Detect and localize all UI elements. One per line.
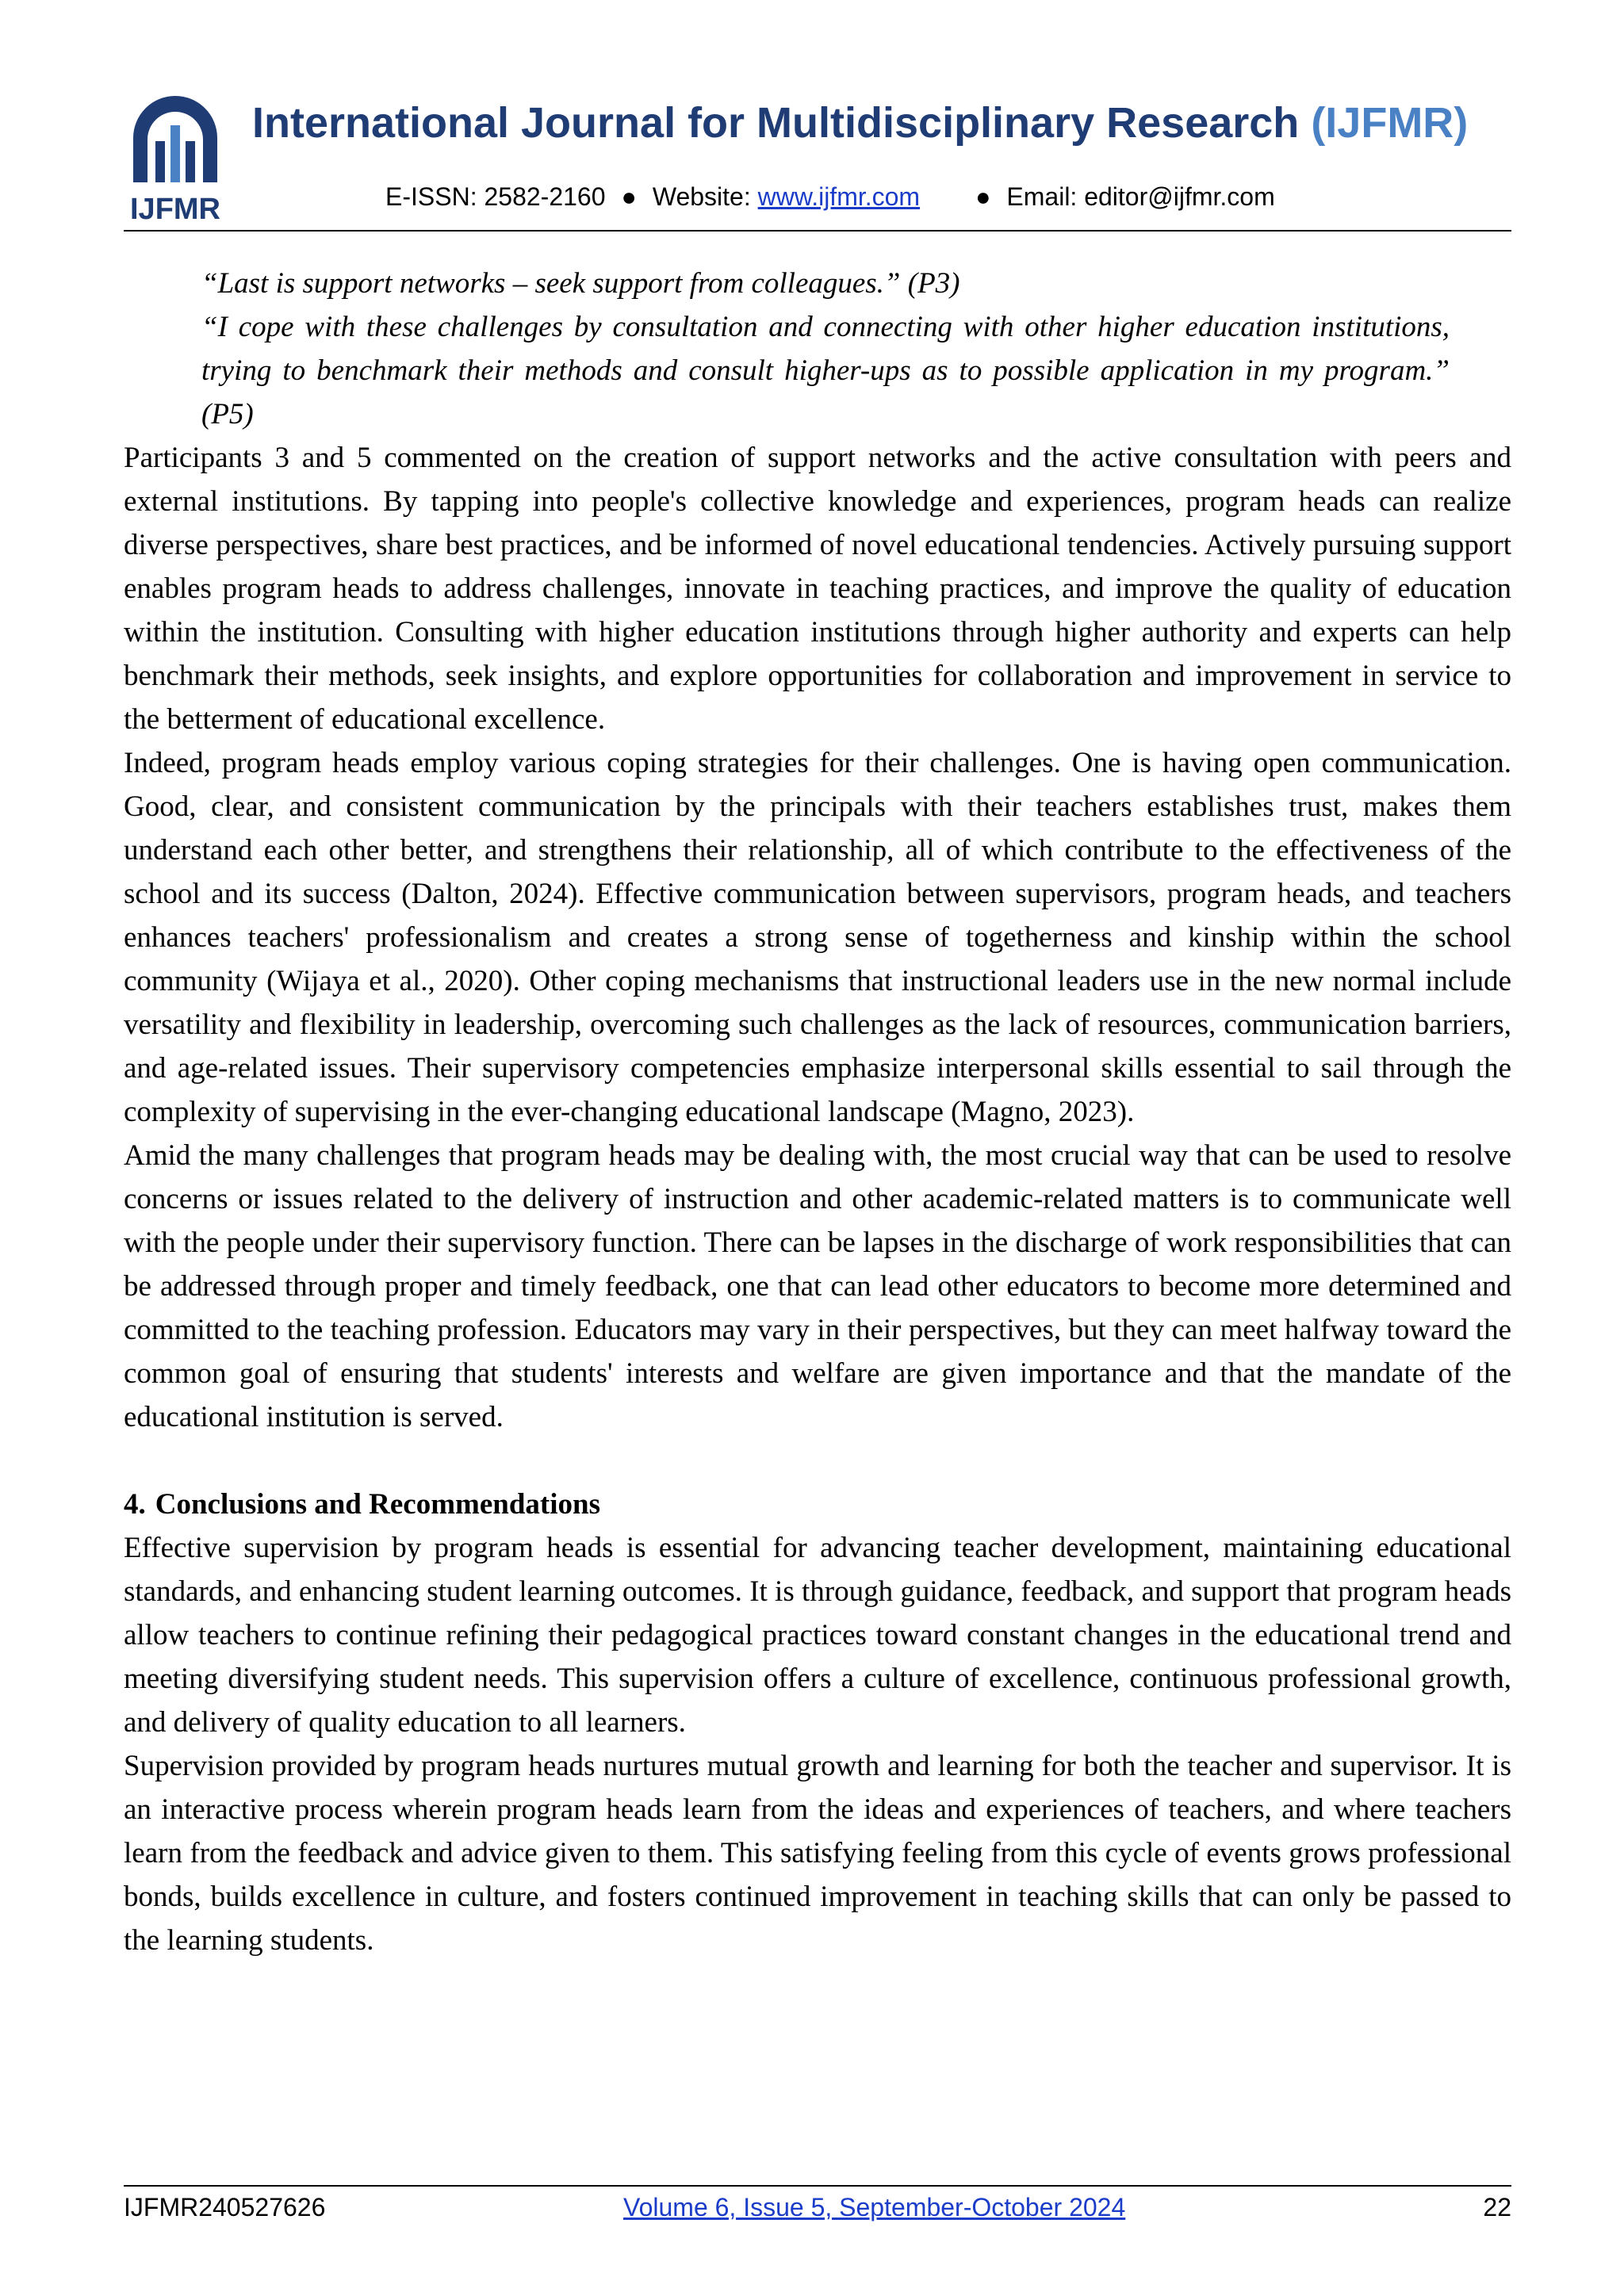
website-label: Website: <box>652 182 751 211</box>
journal-header <box>124 89 1510 239</box>
journal-title-main: International Journal for Multidisciplinary Research <box>252 99 1300 147</box>
body-paragraph: Indeed, program heads employ various coping strategies for their challenges. One is having open communication. Good, clear, and consistent communication by the principals with their teachers establishes trust, makes them understand each other better, and strengthens their relationship, all of which contribute to the effectiveness of the school and its success (Dalton, 2024). Effective communication between supervisors, program heads, and teachers enhances teachers' professionalism and creates a strong sense of togetherness and kinship within the school community (Wijaya et al., 2020). Other coping mechanisms that instructional leaders use in the new normal include versatility and flexibility in leadership, overcoming such challenges as the lack of resources, communication barriers, and age-related issues. Their supervisory competencies emphasize interpersonal skills essential to sail through the complexity of supervising in the ever-changing educational landscape (Magno, 2023). <box>124 747 1511 1128</box>
section-number: 4. <box>124 1488 146 1521</box>
page-footer <box>124 2193 1511 2233</box>
issn: E-ISSN: 2582-2160 <box>385 182 606 211</box>
journal-contact-line <box>385 182 1275 212</box>
page-number: 22 <box>1483 2193 1511 2221</box>
logo-text: IJFMR <box>130 193 220 224</box>
header-divider <box>124 230 1511 232</box>
paper-id: IJFMR240527626 <box>124 2193 326 2221</box>
ijfmr-logo-icon <box>124 89 227 224</box>
journal-title-abbr: (IJFMR) <box>1311 99 1469 147</box>
section-heading <box>124 1483 1511 1526</box>
email: Email: editor@ijfmr.com <box>1006 182 1275 211</box>
article-body <box>124 262 1511 1962</box>
participant-quote: “I cope with these challenges by consultation and connecting with other higher education institutions, trying to benchmark their methods and consult higher-ups as to possible application in my program.” (P5) <box>201 311 1450 430</box>
body-paragraph: Participants 3 and 5 commented on the creation of support networks and the active consultation with peers and external institutions. By tapping into people's collective knowledge and experiences, program heads can realize diverse perspectives, share best practices, and be informed of novel educational tendencies. Actively pursuing support enables program heads to address challenges, innovate in teaching practices, and improve the quality of education within the institution. Consulting with higher education institutions through higher authority and experts can help benchmark their methods, seek insights, and explore opportunities for collaboration and improvement in service to the betterment of educational excellence. <box>124 442 1511 736</box>
section-title: Conclusions and Recommendations <box>155 1488 601 1521</box>
participant-quote: “Last is support networks – seek support from colleagues.” (P3) <box>201 267 960 300</box>
bullet-separator: ● <box>975 182 991 211</box>
body-paragraph: Amid the many challenges that program heads may be dealing with, the most crucial way that can be used to resolve concerns or issues related to the delivery of instruction and other academic-related matters is to communicate well with the people under their supervisory function. There can be lapses in the discharge of work responsibilities that can be addressed through proper and timely feedback, one that can lead other educators to become more determined and committed to the teaching profession. Educators may vary in their perspectives, but they can meet halfway toward the common goal of ensuring that students' interests and welfare are given importance and that the mandate of the educational institution is served. <box>124 1139 1511 1433</box>
body-paragraph: Effective supervision by program heads is essential for advancing teacher development, maintaining educational standards, and enhancing student learning outcomes. It is through guidance, feedback, and support that program heads allow teachers to continue refining their pedagogical practices toward constant changes in the educational trend and meeting diversifying student needs. This supervision offers a culture of excellence, continuous professional growth, and delivery of quality education to all learners. <box>124 1532 1511 1739</box>
footer-divider <box>124 2185 1511 2187</box>
journal-title <box>252 98 1468 147</box>
volume-info[interactable]: Volume 6, Issue 5, September-October 2024 <box>623 2193 1126 2221</box>
body-paragraph: Supervision provided by program heads nurtures mutual growth and learning for both the teacher and supervisor. It is an interactive process wherein program heads learn from the ideas and experiences of teachers, and where teachers learn from the feedback and advice given to them. This satisfying feeling from this cycle of events grows professional bonds, builds excellence in culture, and fosters continued improvement in teaching skills that can only be passed to the learning students. <box>124 1750 1511 1957</box>
website-link[interactable]: www.ijfmr.com <box>757 182 921 211</box>
section-spacer <box>124 1439 1511 1483</box>
bullet-separator: ● <box>621 182 637 211</box>
